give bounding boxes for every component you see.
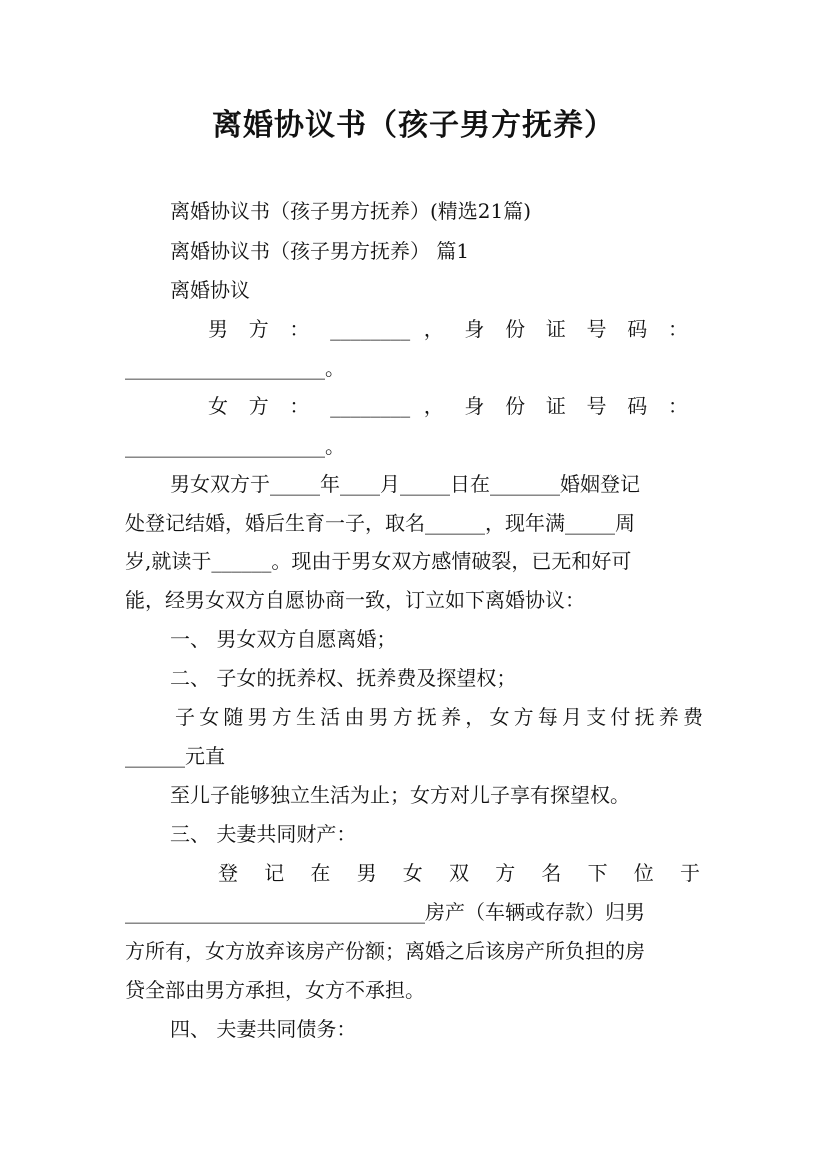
agreement-heading: 离婚协议 [170, 278, 250, 302]
paragraph-line: 岁,就读于______。现由于男女双方感情破裂，已无和好可 [125, 549, 632, 573]
paragraph-line: 至儿子能够独立生活为止；女方对儿子享有探望权。 [170, 783, 630, 807]
male-party-line: 男 方 ： ________ ， 身 份 证 号 码 ： [208, 317, 688, 341]
female-party-line: 女 方 ： ________ ， 身 份 证 号 码 ： [208, 394, 688, 418]
document-title: 离婚协议书（孩子男方抚养） [212, 108, 615, 143]
doc-section-heading: 离婚协议书（孩子男方抚养） 篇1 [170, 239, 470, 263]
doc-subtitle: 离婚协议书（孩子男方抚养）(精选21篇) [170, 199, 532, 223]
paragraph-line: 男女双方于_____年____月_____日在_______婚姻登记 [170, 472, 640, 496]
male-id-blank: ____________________。 [125, 356, 345, 380]
paragraph-line: 登 记 在 男 女 双 方 名 下 位 于 [218, 861, 700, 885]
clause-3: 三、 夫妻共同财产： [170, 822, 357, 846]
clause-2: 二、 子女的抚养权、抚养费及探望权； [170, 666, 517, 690]
paragraph-line: 贷全部由男方承担，女方不承担。 [125, 978, 425, 1002]
female-id-blank: ____________________。 [125, 434, 345, 458]
paragraph-line: 处登记结婚，婚后生育一子，取名______，现年满_____周 [125, 511, 635, 535]
paragraph-line: 方所有，女方放弃该房产份额；离婚之后该房产所负担的房 [125, 939, 645, 963]
paragraph-line: 子女随男方生活由男方抚养，女方每月支付抚养费 [175, 705, 703, 729]
paragraph-line: ______元直 [125, 744, 225, 768]
paragraph-line: 能，经男女双方自愿协商一致，订立如下离婚协议： [125, 588, 585, 612]
paragraph-line: ______________________________房产（车辆或存款）归男 [125, 900, 645, 924]
clause-1: 一、 男女双方自愿离婚； [170, 627, 397, 651]
clause-4: 四、 夫妻共同债务： [170, 1017, 357, 1041]
